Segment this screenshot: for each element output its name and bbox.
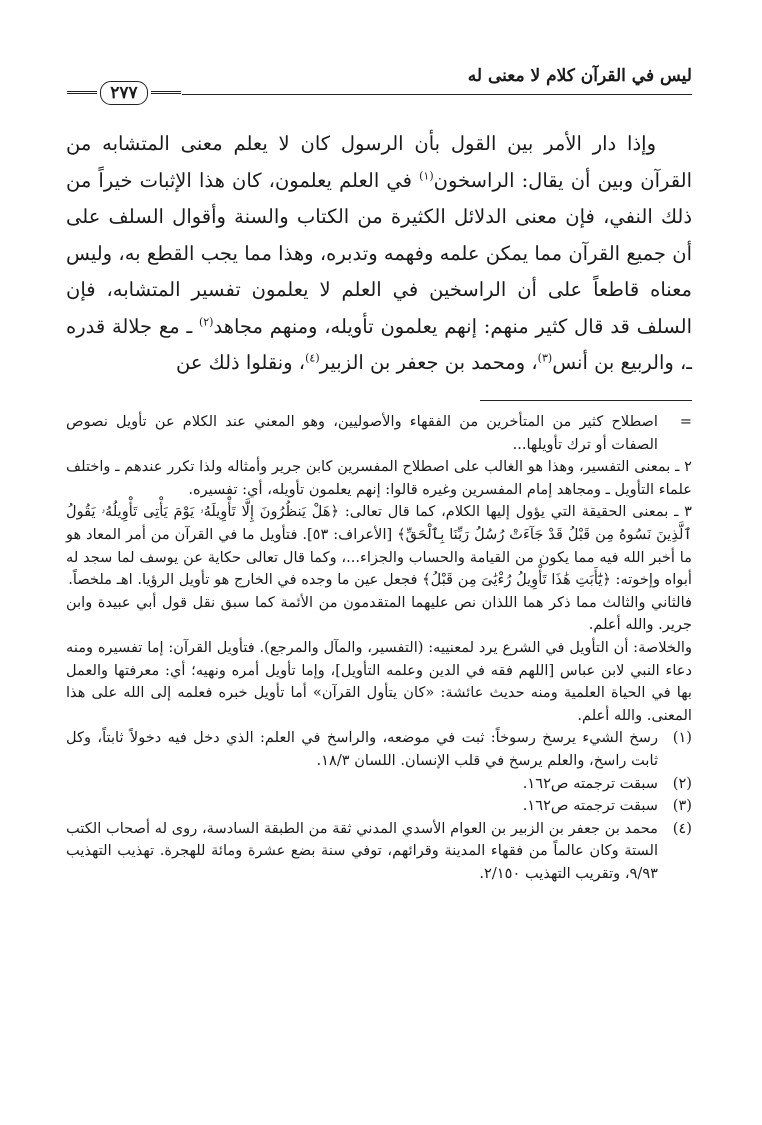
footnotes	[66, 411, 692, 885]
footnote-paragraph	[66, 501, 692, 591]
running-header	[66, 66, 692, 112]
footnote-ref: (١)	[419, 169, 434, 182]
footnote-ref: (٢)	[198, 315, 214, 328]
footnote-continuation	[66, 411, 692, 456]
footnote-separator	[480, 400, 692, 401]
ornament-dash	[67, 91, 97, 96]
running-title: ليس في القرآن كلام لا معنى له	[467, 66, 692, 86]
footnote-ref: (٣)	[537, 351, 553, 365]
page-number: ٢٧٧	[100, 81, 147, 105]
main-text	[66, 126, 692, 382]
text-run: ٣ ـ بمعنى الحقيقة التي يؤول إليها الكلام، كما قال تعالى:	[339, 503, 693, 521]
text-run: في العلم يعلمون، كان هذا الإثبات خيراً من ذلك النفي، فإن معنى الدلائل الكثيرة من الكتاب والسنة وأقوال السلف على أن جميع القرآن مما يمكن علمه وفهمه وتدبره، وهذا مما يجب القطع به، وليس معناه قاطعاً على أن الراسخين في العلم لا يعلمون تفسير المتشابه، فإن السلف قد قال كثير منهم: إنهم يعلمون تأويله، ومنهم مجاهد	[66, 168, 692, 338]
footnote-text: سبقت ترجمته ص١٦٢.	[522, 797, 658, 815]
quran-verse: ﴿هَلْ يَنظُرُونَ إِلَّا تَأْوِيلَهُۥ يَوْمَ يَأْتِى تَأْوِيلُهُۥ يَقُولُ ٱلَّذِينَ نَسُوهُ مِن قَبْلُ قَدْ جَآءَتْ رُسُلُ رَبِّنَا بِٱلْحَقِّ﴾	[66, 503, 692, 543]
quran-verse: ﴿يَٰٓأَبَتِ هَٰذَا تَأْوِيلُ رُءْيَٰىَ مِن قَبْلُ﴾	[422, 571, 611, 589]
footnote-mark: =	[679, 413, 692, 430]
main-paragraph	[66, 126, 692, 382]
text-run: ، ونقلوا ذلك عن	[176, 351, 306, 374]
footnote-mark: (٣)	[672, 797, 692, 815]
footnote-ref: (٤)	[305, 351, 320, 365]
text-run: وإذا دار الأمر بين القول بأن الرسول كان لا يعلم معنى المتشابه من القرآن وبين أن يقال: الراسخون	[66, 132, 693, 192]
footnote-text: محمد بن جعفر بن الزبير بن العوام الأسدي المدني ثقة من الطبقة السادسة، روى له أصحاب الكتب الستة وكان عالماً من فقهاء المدينة وقرائهم، توفي سنة بضع عشرة ومائة للهجرة. تهذيب التهذيب ٩/٩٣، وتقريب التهذيب ٢/١٥٠.	[66, 819, 658, 882]
footnote-paragraph: ٢ ـ بمعنى التفسير، وهذا هو الغالب على اصطلاح المفسرين كابن جرير وأمثاله ولذا تكرر عندهم ـ واختلف علماء التأويل ـ ومجاهد إمام المفسرين وغيره قالوا: إنهم يعلمون تأويله، أي: تفسيره.	[66, 458, 692, 498]
footnote-item	[66, 773, 692, 796]
text-run: ـ مع جلالة قدره ـ، والربيع بن أنس	[66, 314, 692, 374]
footnote-text: سبقت ترجمته ص١٦٢.	[522, 774, 658, 792]
text-run: [الأعراف: ٥٣]. فتأويل ما في القرآن من أمر المعاد هو ما أخبر الله فيه مما يكون من القيامة والحساب والجزاء...، وكما قال تعالى حكاية عن يوسف لما سجد له أبواه وإخوته:	[66, 525, 692, 589]
footnote-mark: (٤)	[672, 819, 692, 837]
page-number-ornament	[66, 80, 182, 106]
footnote-item	[66, 818, 692, 886]
footnote-paragraph: والخلاصة: أن التأويل في الشرع يرد لمعنييه: (التفسير، والمآل والمرجع). فتأويل القرآن: إما تفسيره ومنه دعاء النبي لابن عباس [اللهم فقه في الدين وعلمه التأويل]، وإما تأويل أمره ونهيه؛ أي: معرفتها والعمل بها في الحياة العلمية ومنه حديث عائشة: «كان يتأول القرآن» أما تأويل خبره فعلمه إلى الله على هذا المعنى. والله أعلم.	[66, 638, 692, 724]
footnote-mark: (٢)	[672, 774, 692, 792]
ornament-dash	[151, 91, 181, 96]
footnote-item	[66, 727, 692, 772]
text-run: فجعل عين ما وجده في الخارج هو تأويل الرؤيا. اهـ ملخصاً.	[68, 571, 423, 589]
footnote-item	[66, 795, 692, 818]
footnote-text: رسخ الشيء يرسخ رسوخاً: ثبت في موضعه، والراسخ في العلم: الذي دخل فيه دخولاً ثابتاً، وكل ثابت راسخ، والعلم يرسخ في قلب الإنسان. اللسان ١٨/٣.	[66, 729, 658, 769]
footnote-text: اصطلاح كثير من المتأخرين من الفقهاء والأصوليين، وهو المعني عند الكلام عن تأويل نصوص الصفات أو ترك تأويلها...	[66, 413, 658, 453]
text-run: ، ومحمد بن جعفر بن الزبير	[319, 351, 538, 374]
footnote-paragraph: فالثاني والثالث مما ذكر هما اللذان نص عليهما المتقدمون من الأئمة كما سبق نقل قول أبي عبيدة وابن جرير. والله أعلم.	[66, 593, 692, 634]
footnote-mark: (١)	[672, 729, 692, 747]
